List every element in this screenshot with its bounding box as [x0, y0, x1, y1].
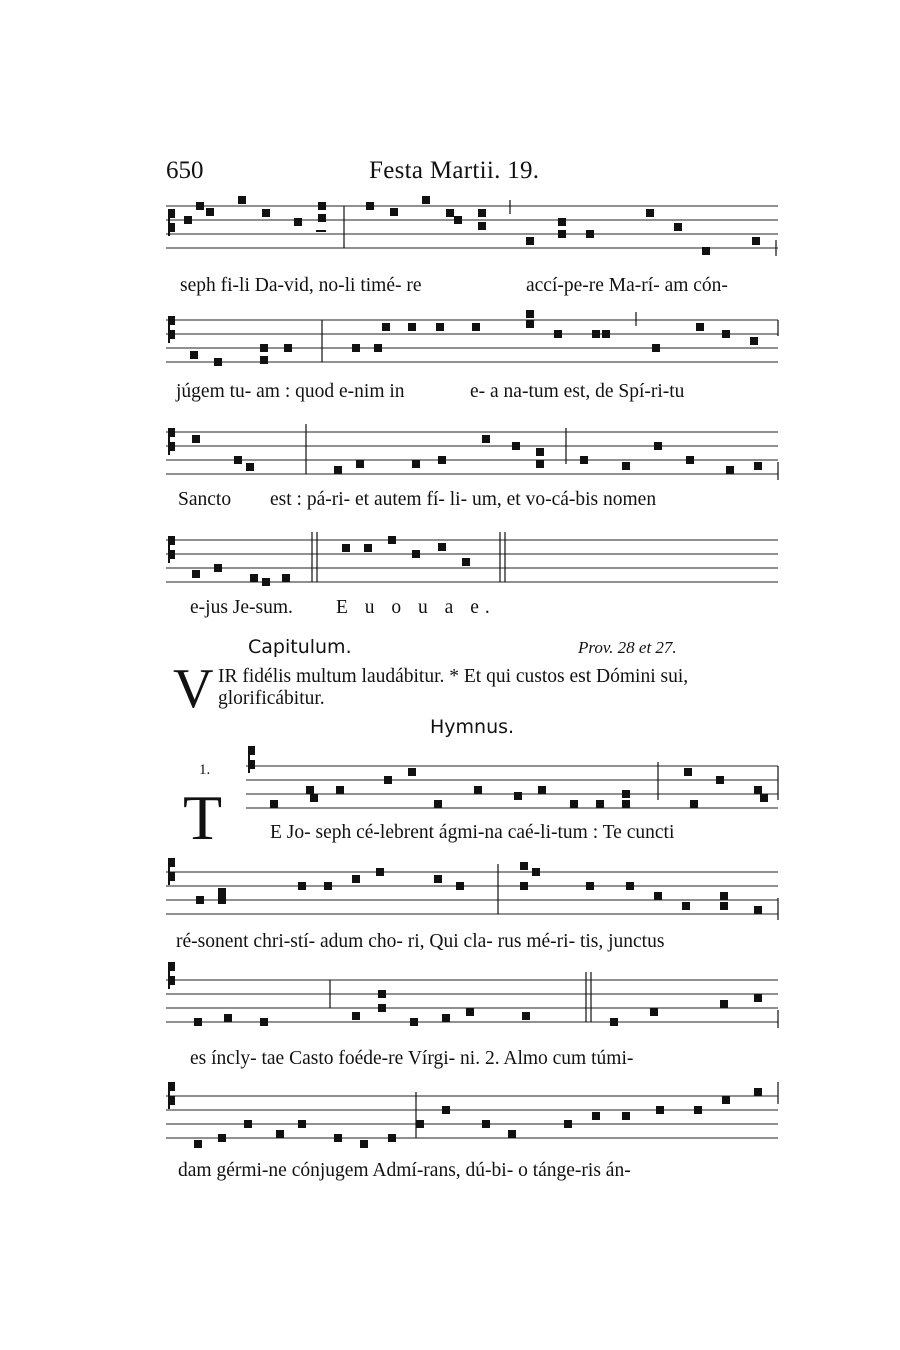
- chant-staff: [166, 1082, 780, 1138]
- staff-svg: [246, 752, 780, 822]
- staff-svg: [166, 858, 780, 928]
- hymn-lyric-line: dam gérmi-ne cónjugem Admí-rans, dú-bi- o tánge-ris án-: [178, 1160, 631, 1181]
- euouae-line: E u o u a e.: [336, 597, 496, 618]
- capitulum-text-line: IR fidélis multum laudábitur. * Et qui custos est Dómini sui,: [218, 666, 689, 687]
- staff-svg: [166, 966, 780, 1036]
- scripture-reference: Prov. 28 et 27.: [578, 638, 677, 657]
- running-title: Festa Martii. 19.: [369, 157, 540, 184]
- chant-staff: [166, 418, 780, 474]
- chant-staff: [166, 526, 780, 582]
- chant-staff: [166, 306, 780, 362]
- page-number: 650: [166, 157, 204, 184]
- drop-cap-initial: V: [173, 658, 214, 720]
- antiphon-lyric-line: seph fi-li Da-vid, no-li timé- re: [180, 275, 422, 296]
- capitulum-text-line: glorificábitur.: [218, 688, 325, 709]
- chant-staff: [166, 858, 780, 914]
- staff-svg: [166, 1082, 780, 1152]
- antiphon-lyric-line: est : pá-ri- et autem fí- li- um, et vo-cá-bis nomen: [270, 489, 657, 510]
- chant-staff: [166, 192, 780, 248]
- hymn-lyric-line: es íncly- tae Casto foéde-re Vírgi- ni. 2. Almo cum túmi-: [190, 1048, 634, 1069]
- chant-staff: [246, 752, 780, 808]
- drop-cap-initial: T: [183, 782, 223, 853]
- staff-svg: [166, 526, 780, 596]
- hymn-lyric-line: ré-sonent chri-stí- adum cho- ri, Qui cla- rus mé-ri- tis, junctus: [176, 931, 665, 952]
- hymnus-heading: Hymnus.: [430, 716, 515, 738]
- antiphon-lyric-line: Sancto: [178, 489, 232, 510]
- stanza-number: 1.: [199, 762, 211, 778]
- capitulum-heading: Capitulum.: [248, 636, 352, 658]
- staff-svg: [166, 306, 780, 376]
- antiphon-lyric-line: e- a na-tum est, de Spí-ri-tu: [470, 381, 685, 402]
- page-header: [166, 157, 780, 187]
- staff-svg: [166, 192, 780, 262]
- antiphon-lyric-line: accí-pe-re Ma-rí- am cón-: [526, 275, 728, 296]
- antiphon-lyric-line: júgem tu- am : quod e-nim in: [176, 381, 405, 402]
- hymn-lyric-line: E Jo- seph cé-lebrent ágmi-na caé-li-tum : Te cuncti: [270, 822, 675, 843]
- chant-staff: [166, 966, 780, 1022]
- antiphon-lyric-line: e-jus Je-sum.: [190, 597, 293, 618]
- staff-svg: [166, 418, 780, 488]
